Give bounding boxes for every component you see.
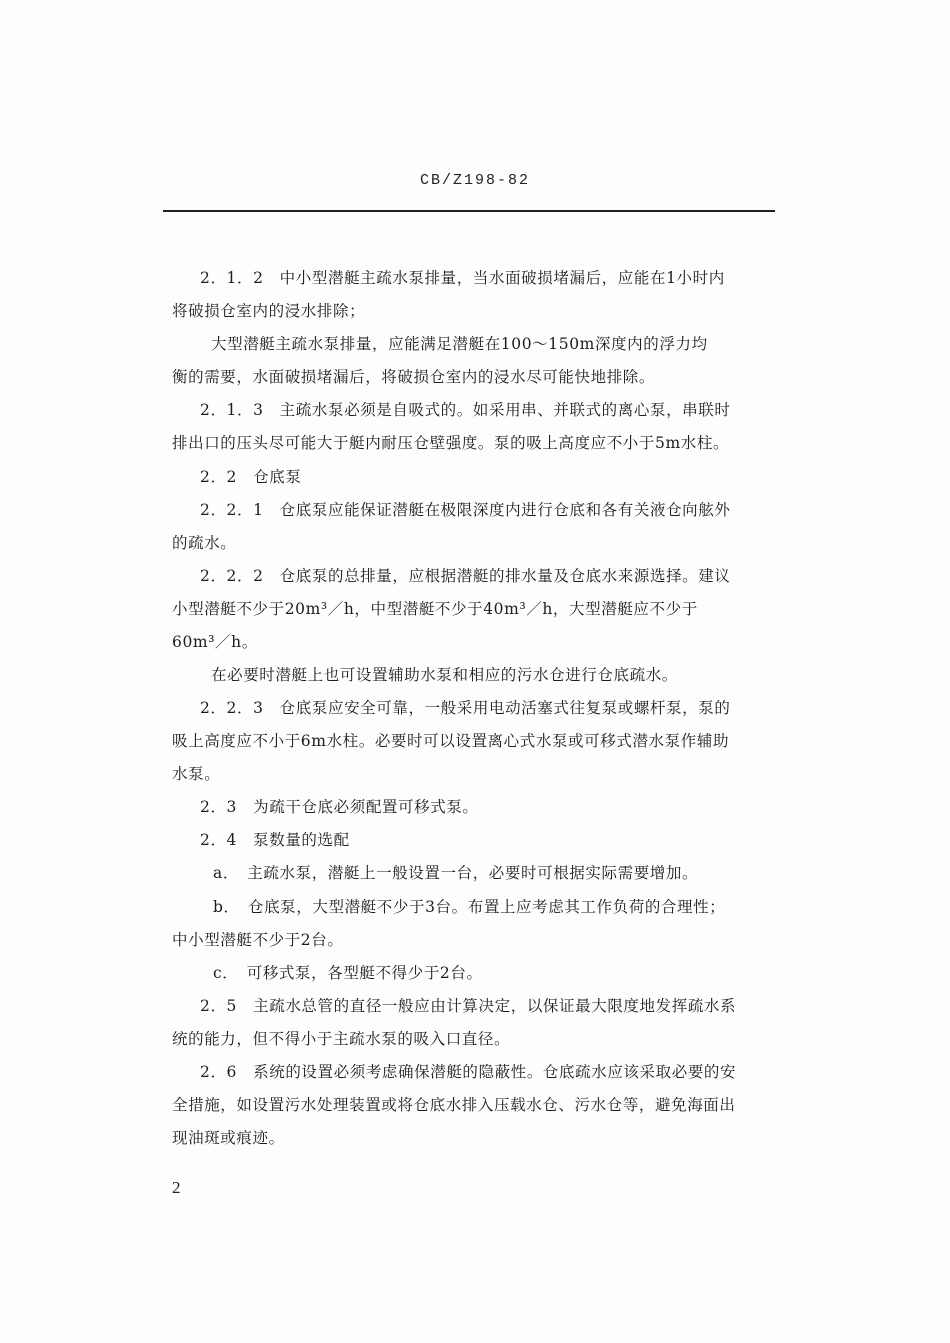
text-line: 全措施，如设置污水处理装置或将仓底水排入压载水仓、污水仓等，避免海面出 (172, 1096, 736, 1114)
text-line: 2．5 主疏水总管的直径一般应由计算决定，以保证最大限度地发挥疏水系 (200, 997, 737, 1015)
header-rule (163, 210, 775, 212)
text-line: 统的能力，但不得小于主疏水泵的吸入口直径。 (172, 1030, 511, 1048)
text-line: 60m³／h。 (172, 633, 258, 651)
section-heading: 2．2 仓底泵 (200, 468, 302, 486)
text-line: 2．1．3 主疏水泵必须是自吸式的。如采用串、并联式的离心泵，串联时 (200, 401, 731, 419)
text-line: 在必要时潜艇上也可设置辅助水泵和相应的污水仓进行仓底疏水。 (211, 666, 678, 684)
text-line: 将破损仓室内的浸水排除； (172, 302, 366, 320)
text-line: 2．2．3 仓底泵应安全可靠，一般采用电动活塞式往复泵或螺杆泵，泵的 (200, 699, 731, 717)
text-line: 吸上高度应不小于6m水柱。必要时可以设置离心式水泵或可移式潜水泵作辅助 (172, 732, 730, 750)
text-line: 排出口的压头尽可能大于艇内耐压仓壁强度。泵的吸上高度应不小于5m水柱。 (172, 434, 730, 452)
text-line: 2．1．2 中小型潜艇主疏水泵排量，当水面破损堵漏后，应能在1小时内 (200, 269, 725, 287)
text-line: 2．2．1 仓底泵应能保证潜艇在极限深度内进行仓底和各有关液仓向舷外 (200, 501, 731, 519)
text-line: 小型潜艇不少于20m³／h，中型潜艇不少于40m³／h，大型潜艇应不少于 (172, 600, 698, 618)
standard-code-header: CB/Z198-82 (419, 172, 530, 189)
page-number: 2 (172, 1178, 181, 1197)
text-line: 现油斑或痕迹。 (172, 1129, 285, 1147)
text-line: 中小型潜艇不少于2台。 (172, 931, 344, 949)
text-line: 水泵。 (172, 765, 221, 783)
list-item: c． 可移式泵，各型艇不得少于2台。 (213, 964, 483, 982)
text-line: 2．2．2 仓底泵的总排量，应根据潜艇的排水量及仓底水来源选择。建议 (200, 567, 731, 585)
section-heading: 2．4 泵数量的选配 (200, 831, 350, 849)
text-line: 的疏水。 (172, 534, 237, 552)
text-line: 衡的需要，水面破损堵漏后，将破损仓室内的浸水尽可能快地排除。 (172, 368, 656, 386)
text-line: 大型潜艇主疏水泵排量，应能满足潜艇在100～150m深度内的浮力均 (211, 335, 708, 353)
list-item: b． 仓底泵，大型潜艇不少于3台。布置上应考虑其工作负荷的合理性； (213, 898, 726, 916)
text-line: 2．6 系统的设置必须考虑确保潜艇的隐蔽性。仓底疏水应该采取必要的安 (200, 1063, 737, 1081)
list-item: a． 主疏水泵，潜艇上一般设置一台，必要时可根据实际需要增加。 (213, 864, 699, 882)
section-heading: 2．3 为疏干仓底必须配置可移式泵。 (200, 798, 479, 816)
